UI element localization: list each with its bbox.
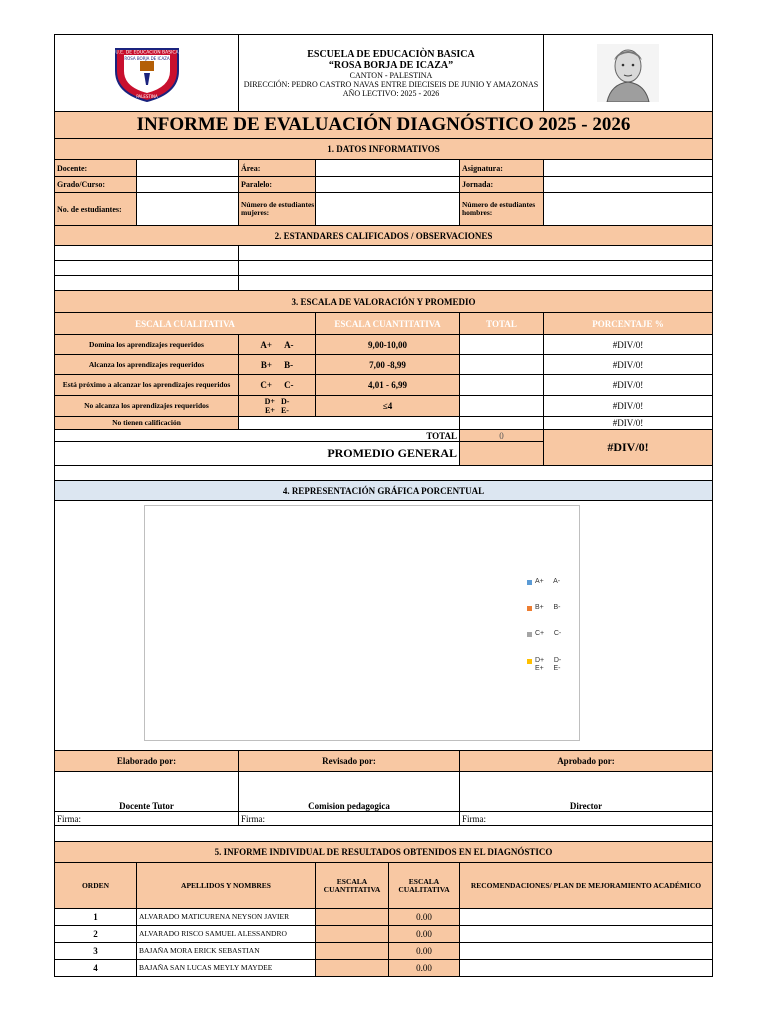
- chart-row: [54, 501, 713, 751]
- grade-e: E+ E-: [265, 406, 289, 415]
- datos-row-1: [54, 160, 713, 177]
- escala-pct: #DIV/0!: [544, 375, 713, 396]
- paralelo-label: Paralelo:: [239, 177, 316, 193]
- section3-title: 3. ESCALA DE VALORACIÓN Y PROMEDIO: [54, 291, 713, 313]
- legend-item: [527, 657, 561, 673]
- total-value: 0: [460, 430, 544, 442]
- school-info-cell: [239, 34, 544, 112]
- student-recom[interactable]: [460, 926, 713, 943]
- section2-title: 2. ESTANDARES CALIFICADOS / OBSERVACIONES: [54, 226, 713, 246]
- student-cuant[interactable]: [316, 960, 389, 977]
- area-label: Área:: [239, 160, 316, 177]
- hombres-field[interactable]: [544, 193, 713, 226]
- firma-comision[interactable]: Firma:: [239, 812, 460, 826]
- mujeres-label: Número de estudiantes mujeres:: [239, 193, 316, 226]
- student-cual: 0.00: [389, 926, 460, 943]
- school-logo: [106, 43, 188, 103]
- docente-tutor-label: Docente Tutor: [54, 772, 239, 812]
- logo-cell: [54, 34, 239, 112]
- chart-cell: [54, 501, 713, 751]
- student-cual: 0.00: [389, 909, 460, 926]
- grade-plus: A+: [260, 339, 273, 350]
- estudiantes-label: No. de estudiantes:: [54, 193, 137, 226]
- col-orden: ORDEN: [54, 863, 137, 909]
- grade-minus: A-: [284, 339, 294, 350]
- estandar-cell[interactable]: [54, 246, 239, 261]
- director-label: Director: [460, 772, 713, 812]
- legend-swatch: [527, 606, 532, 611]
- student-cuant[interactable]: [316, 926, 389, 943]
- spacer-row-2: [54, 826, 713, 842]
- col-escala-cuantitativa: ESCALA CUANTITATIVA: [316, 313, 460, 335]
- no-calificacion-pct: #DIV/0!: [544, 417, 713, 430]
- student-name: BAJAÑA SAN LUCAS MEYLY MAYDEE: [137, 960, 316, 977]
- escala-total[interactable]: [460, 355, 544, 375]
- section4-header: [54, 481, 713, 501]
- legend-item: [527, 630, 561, 638]
- escala-grades: [239, 375, 316, 396]
- escala-pct: #DIV/0!: [544, 355, 713, 375]
- docente-label: Docente:: [54, 160, 137, 177]
- address-line: DIRECCIÓN: PEDRO CASTRO NAVAS ENTRE DIECISEIS DE JUNIO Y AMAZONAS: [243, 79, 539, 89]
- jornada-field[interactable]: [544, 177, 713, 193]
- legend-swatch: [527, 632, 532, 637]
- title-row: [54, 112, 713, 139]
- escala-range: 7,00 -8,99: [316, 355, 460, 375]
- estandares-row-2: [54, 261, 713, 276]
- escala-desc: Alcanza los aprendizajes requeridos: [54, 355, 239, 375]
- promedio-total: [460, 442, 544, 466]
- paralelo-field[interactable]: [316, 177, 460, 193]
- escala-row: [54, 375, 713, 396]
- legend-swatch: [527, 659, 532, 664]
- student-recom[interactable]: [460, 909, 713, 926]
- legend-label: C+ C-: [535, 630, 562, 637]
- revisado-label: Revisado por:: [239, 751, 460, 772]
- logo-top-text: U.E. DE EDUCACION BASICA: [114, 50, 179, 56]
- section1-header: [54, 139, 713, 160]
- estudiantes-field[interactable]: [137, 193, 239, 226]
- escala-desc: No alcanza los aprendizajes requeridos: [54, 396, 239, 417]
- escala-pct: #DIV/0!: [544, 396, 713, 417]
- student-orden: 4: [54, 960, 137, 977]
- grade-minus: C-: [284, 380, 294, 390]
- grade-plus: C+: [260, 380, 273, 390]
- canton-line: CANTON - PALESTINA: [349, 70, 433, 80]
- student-row: [54, 960, 713, 977]
- student-row: [54, 926, 713, 943]
- firma-row: [54, 812, 713, 826]
- portrait-image: [597, 44, 659, 102]
- student-recom[interactable]: [460, 960, 713, 977]
- portrait-cell: [544, 34, 713, 112]
- escala-total[interactable]: [460, 396, 544, 417]
- section5-header: [54, 842, 713, 863]
- col-porcentaje: PORCENTAJE %: [544, 313, 713, 335]
- escala-range: 4,01 - 6,99: [316, 375, 460, 396]
- escala-total[interactable]: [460, 335, 544, 355]
- observacion-cell[interactable]: [239, 261, 713, 276]
- legend-label: D+ D- E+ E-: [535, 657, 562, 672]
- total-label: TOTAL: [54, 430, 460, 442]
- school-line: ESCUELA DE EDUCACIÒN BASICA: [307, 48, 475, 60]
- escala-header-row: [54, 313, 713, 335]
- escala-row: [54, 355, 713, 375]
- estandar-cell[interactable]: [54, 276, 239, 291]
- grade-plus: B+: [260, 359, 273, 370]
- observacion-cell[interactable]: [239, 276, 713, 291]
- elaborado-label: Elaborado por:: [54, 751, 239, 772]
- estandares-row-3: [54, 276, 713, 291]
- student-cuant[interactable]: [316, 909, 389, 926]
- grade-minus: B-: [284, 359, 294, 370]
- student-cual: 0.00: [389, 943, 460, 960]
- firma-docente[interactable]: Firma:: [54, 812, 239, 826]
- hombres-label: Número de estudiantes hombres:: [460, 193, 544, 226]
- col-escala-cual: ESCALA CUALITATIVA: [389, 863, 460, 909]
- student-orden: 3: [54, 943, 137, 960]
- student-cual: 0.00: [389, 960, 460, 977]
- signatures-header: [54, 751, 713, 772]
- student-orden: 1: [54, 909, 137, 926]
- report-sheet: [54, 34, 714, 978]
- section1-title: 1. DATOS INFORMATIVOS: [54, 139, 713, 160]
- escala-range: ≤4: [316, 396, 460, 417]
- year-line: AÑO LECTIVO: 2025 - 2026: [342, 88, 440, 98]
- no-calificacion-row: [54, 417, 713, 430]
- logo-bottom-text: PALESTINA: [135, 94, 158, 99]
- legend-label: A+ A-: [535, 578, 561, 585]
- col-escala-cuant: ESCALA CUANTITATIVA: [316, 863, 389, 909]
- escala-grades: [239, 355, 316, 375]
- student-cuant[interactable]: [316, 943, 389, 960]
- student-orden: 2: [54, 926, 137, 943]
- school-name: “ROSA BORJA DE ICAZA”: [328, 59, 454, 71]
- docente-field[interactable]: [137, 160, 239, 177]
- student-name: ALVARADO RISCO SAMUEL ALESSANDRO: [137, 926, 316, 943]
- promedio-row: [54, 442, 713, 466]
- asignatura-field[interactable]: [544, 160, 713, 177]
- no-calificacion-range: [239, 417, 460, 430]
- col-total: TOTAL: [460, 313, 544, 335]
- pie-chart: [144, 505, 580, 741]
- escala-row: [54, 335, 713, 355]
- escala-row: [54, 396, 713, 417]
- aprobado-label: Aprobado por:: [460, 751, 713, 772]
- escala-total[interactable]: [460, 375, 544, 396]
- grado-label: Grado/Curso:: [54, 177, 137, 193]
- firma-director[interactable]: Firma:: [460, 812, 713, 826]
- asignatura-label: Asignatura:: [460, 160, 544, 177]
- observacion-cell[interactable]: [239, 246, 713, 261]
- col-escala-cualitativa: ESCALA CUALITATIVA: [54, 313, 316, 335]
- grade-d: D+ D-: [264, 397, 290, 406]
- legend-item: [527, 578, 560, 586]
- student-row: [54, 943, 713, 960]
- student-name: ALVARADO MATICURENA NEYSON JAVIER: [137, 909, 316, 926]
- legend-item: [527, 604, 560, 612]
- legend-swatch: [527, 580, 532, 585]
- students-header-row: [54, 863, 713, 909]
- no-calificacion-label: No tienen calificación: [54, 417, 239, 430]
- datos-row-3: [54, 193, 713, 226]
- estandar-cell[interactable]: [54, 261, 239, 276]
- promedio-value: #DIV/0!: [544, 430, 713, 466]
- escala-pct: #DIV/0!: [544, 335, 713, 355]
- area-field[interactable]: [316, 160, 460, 177]
- no-calificacion-total[interactable]: [460, 417, 544, 430]
- logo-mid-text: ROSA BORJA DE ICAZA: [123, 56, 170, 61]
- student-row: [54, 909, 713, 926]
- mujeres-field[interactable]: [316, 193, 460, 226]
- signatures-names: [54, 772, 713, 812]
- escala-grades: [239, 335, 316, 355]
- escala-range: 9,00-10,00: [316, 335, 460, 355]
- spacer-cell: [54, 826, 713, 842]
- grado-field[interactable]: [137, 177, 239, 193]
- header-row: [54, 34, 713, 112]
- section2-header: [54, 226, 713, 246]
- datos-row-2: [54, 177, 713, 193]
- student-name: BAJAÑA MORA ERICK SEBASTIAN: [137, 943, 316, 960]
- section3-header: [54, 291, 713, 313]
- escala-desc: Está próximo a alcanzar los aprendizajes requeridos: [54, 375, 239, 396]
- student-recom[interactable]: [460, 943, 713, 960]
- col-nombres: APELLIDOS Y NOMBRES: [137, 863, 316, 909]
- section4-title: 4. REPRESENTACIÓN GRÁFICA PORCENTUAL: [54, 481, 713, 501]
- legend-label: B+ B-: [535, 604, 561, 611]
- estandares-row-1: [54, 246, 713, 261]
- section5-title: 5. INFORME INDIVIDUAL DE RESULTADOS OBTENIDOS EN EL DIAGNÓSTICO: [54, 842, 713, 863]
- escala-desc: Domina los aprendizajes requeridos: [54, 335, 239, 355]
- comision-label: Comision pedagogica: [239, 772, 460, 812]
- report-title: INFORME DE EVALUACIÓN DIAGNÓSTICO 2025 - 2026: [54, 112, 713, 139]
- spacer-row: [54, 466, 713, 481]
- pie-chart-plot: [145, 506, 445, 740]
- spacer-cell: [54, 466, 713, 481]
- jornada-label: Jornada:: [460, 177, 544, 193]
- escala-grades: [239, 396, 316, 417]
- col-recomendaciones: RECOMENDACIONES/ PLAN DE MEJORAMIENTO ACADÉMICO: [460, 863, 713, 909]
- promedio-label: PROMEDIO GENERAL: [54, 442, 460, 466]
